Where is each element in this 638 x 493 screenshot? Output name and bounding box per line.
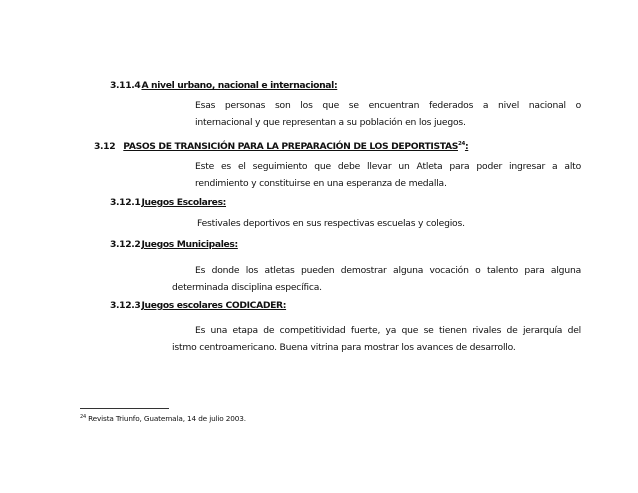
heading-title: Juegos escolares CODICADER: [141,300,287,311]
paragraph-3-12-2-line-2 [172,279,322,296]
paragraph-3-12-3-line-1 [195,322,581,339]
heading-3-12 [94,141,468,152]
footnote [80,414,246,423]
heading-title: PASOS DE TRANSICIÓN PARA LA PREPARACIÓN DE LOS DEPORTISTAS [123,141,458,152]
heading-number: 3.12.1 [110,197,141,208]
paragraph-line: istmo centroamericano. Buena vitrina para mostrar los avances de desarrollo. [172,342,516,353]
paragraph-3-12-1 [197,215,465,232]
paragraph-3-12-3-line-2 [172,339,516,356]
footnote-mark: 24 [80,413,87,420]
heading-number: 3.12.2 [110,239,141,250]
paragraph-line: rendimiento y constituirse en una esperanza de medalla. [195,178,447,189]
paragraph-line: Es donde los atletas pueden demostrar alguna vocación o talento para alguna [195,265,581,276]
paragraph-line: internacional y que representan a su población en los juegos. [195,117,466,128]
paragraph-line: Es una etapa de competitividad fuerte, ya que se tienen rivales de jerarquía del [195,325,581,336]
footnote-ref: 24 [457,140,465,147]
heading-number: 3.12 [94,141,116,152]
heading-title: A nivel urbano, nacional e internacional: [141,80,338,91]
paragraph-3-11-4 [195,97,581,131]
heading-number: 3.12.3 [110,300,141,311]
heading-colon: : [464,141,469,152]
paragraph-line: Este es el seguimiento que debe llevar un Atleta para poder ingresar a alto [195,161,581,172]
heading-3-12-2 [110,239,238,250]
footnote-divider [80,408,169,409]
paragraph-line: determinada disciplina específica. [172,282,322,293]
heading-title: Juegos Municipales: [141,239,238,250]
heading-3-12-3 [110,300,286,311]
paragraph-line: Esas personas son los que se encuentran federados a nivel nacional o [195,100,581,111]
heading-number: 3.11.4 [110,80,141,91]
paragraph-3-12 [195,158,581,192]
heading-3-11-4 [110,80,337,91]
paragraph-3-12-2-line-1 [195,262,581,279]
heading-3-12-1 [110,197,226,208]
heading-title: Juegos Escolares: [141,197,227,208]
footnote-text: Revista Triunfo, Guatemala, 14 de julio 2003. [88,414,246,423]
paragraph-line: Festivales deportivos en sus respectivas escuelas y colegios. [197,218,465,229]
